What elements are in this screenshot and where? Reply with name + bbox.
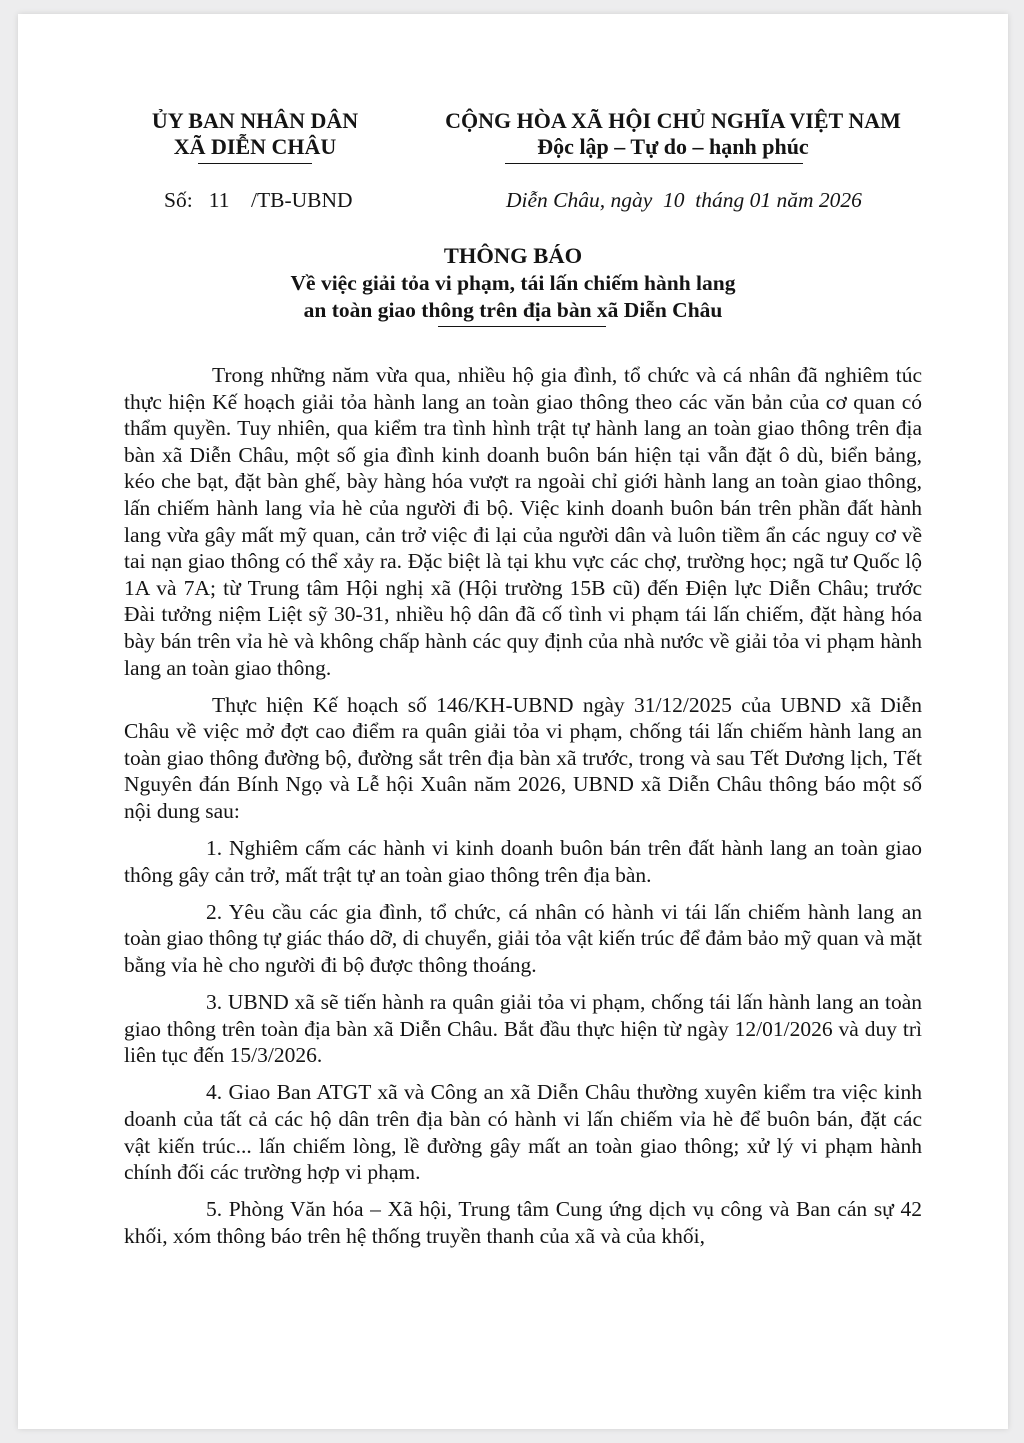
issuer-underline [198, 163, 312, 164]
intro-paragraph: Trong những năm vừa qua, nhiều hộ gia đình, tổ chức và cá nhân đã nghiêm túc thực hiện Kế hoạch giải tỏa hành lang an toàn giao thông theo các văn bản của cơ quan có thẩm quyền. Tuy nhiên, qua kiểm tra tình hình trật tự hành lang an toàn giao thông trên địa bàn xã Diễn Châu, một số gia đình kinh doanh buôn bán hiện tại vẫn đặt ô dù, biển bảng, kéo che bạt, đặt bàn ghế, bày hàng hóa vượt ra ngoài chỉ giới hành lang an toàn giao thông, lấn chiếm hành lang vỉa hè của người đi bộ. Việc kinh doanh buôn bán trên phần đất hành lang vừa gây mất mỹ quan, cản trở việc đi lại của người dân và luôn tiềm ẩn các nguy cơ về tai nạn giao thông có thể xảy ra. Đặc biệt là tại khu vực các chợ, trường học; ngã tư Quốc lộ 1A và 7A; từ Trung tâm Hội nghị xã (Hội trường 15B cũ) đến Điện lực Diễn Châu; trước Đài tưởng niệm Liệt sỹ 30-31, nhiều hộ dân đã cố tình vi phạm tái lấn chiếm, đặt hàng hóa bày bán trên vỉa hè và không chấp hành các quy định của nhà nước về giải tỏa vi phạm hành lang an toàn giao thông. [124, 363, 922, 680]
implementation-paragraph: Thực hiện Kế hoạch số 146/KH-UBND ngày 31/12/2025 của UBND xã Diễn Châu về việc mở đợt cao điểm ra quân giải tỏa vi phạm, chống tái lấn chiếm hành lang an toàn giao thông đường bộ, đường sắt trên địa bàn xã trước, trong và sau Tết Dương lịch, Tết Nguyên đán Bính Ngọ và Lễ hội Xuân năm 2026, UBND xã Diễn Châu thông báo một số nội dung sau: [124, 692, 922, 823]
document-body [124, 362, 922, 1260]
issuer-name: ỦY BAN NHÂN DÂN [151, 108, 359, 133]
issuer-commune: XÃ DIỄN CHÂU [173, 134, 337, 159]
document-number: Số: 11 /TB-UBND [164, 188, 353, 212]
document-date: Diễn Châu, ngày 10 tháng 01 năm 2026 [506, 188, 862, 212]
list-item-5: 5. Phòng Văn hóa – Xã hội, Trung tâm Cung ứng dịch vụ công và Ban cán sự 42 khối, xóm thông báo trên hệ thống truyền thanh của xã và của khối, [124, 1197, 922, 1248]
list-item-3: 3. UBND xã sẽ tiến hành ra quân giải tỏa vi phạm, chống tái lấn hành lang an toàn giao thông trên toàn địa bàn xã Diễn Châu. Bắt đầu thực hiện từ ngày 12/01/2026 và duy trì liên tục đến 15/3/2026. [124, 990, 922, 1068]
title-underline [438, 326, 606, 327]
document-subtitle-line1: Về việc giải tỏa vi phạm, tái lấn chiếm hành lang [290, 271, 736, 295]
national-motto: Độc lập – Tự do – hạnh phúc [537, 134, 809, 159]
document-title: THÔNG BÁO [443, 243, 583, 268]
document-subtitle-line2: an toàn giao thông trên địa bàn xã Diễn Châu [303, 298, 723, 322]
list-item-4: 4. Giao Ban ATGT xã và Công an xã Diễn Châu thường xuyên kiểm tra việc kinh doanh của tất cả các hộ dân trên địa bàn có hành vi lấn chiếm vỉa hè để buôn bán, đặt các vật kiến trúc... lấn chiếm lòng, lề đường gây mất an toàn giao thông; xử lý vi phạm hành chính đối các trường hợp vi phạm. [124, 1080, 922, 1185]
document-page [18, 14, 1008, 1429]
motto-underline [505, 163, 803, 164]
list-item-1: 1. Nghiêm cấm các hành vi kinh doanh buôn bán trên đất hành lang an toàn giao thông gây cản trở, mất trật tự an toàn giao thông trên địa bàn. [124, 836, 922, 887]
national-title: CỘNG HÒA XÃ HỘI CHỦ NGHĨA VIỆT NAM [445, 108, 901, 133]
list-item-2: 2. Yêu cầu các gia đình, tổ chức, cá nhân có hành vi tái lấn chiếm hành lang an toàn giao thông tự giác tháo dỡ, di chuyển, giải tỏa vật kiến trúc để đảm bảo mỹ quan và mặt bằng vỉa hè cho người đi bộ được thông thoáng. [124, 899, 922, 977]
